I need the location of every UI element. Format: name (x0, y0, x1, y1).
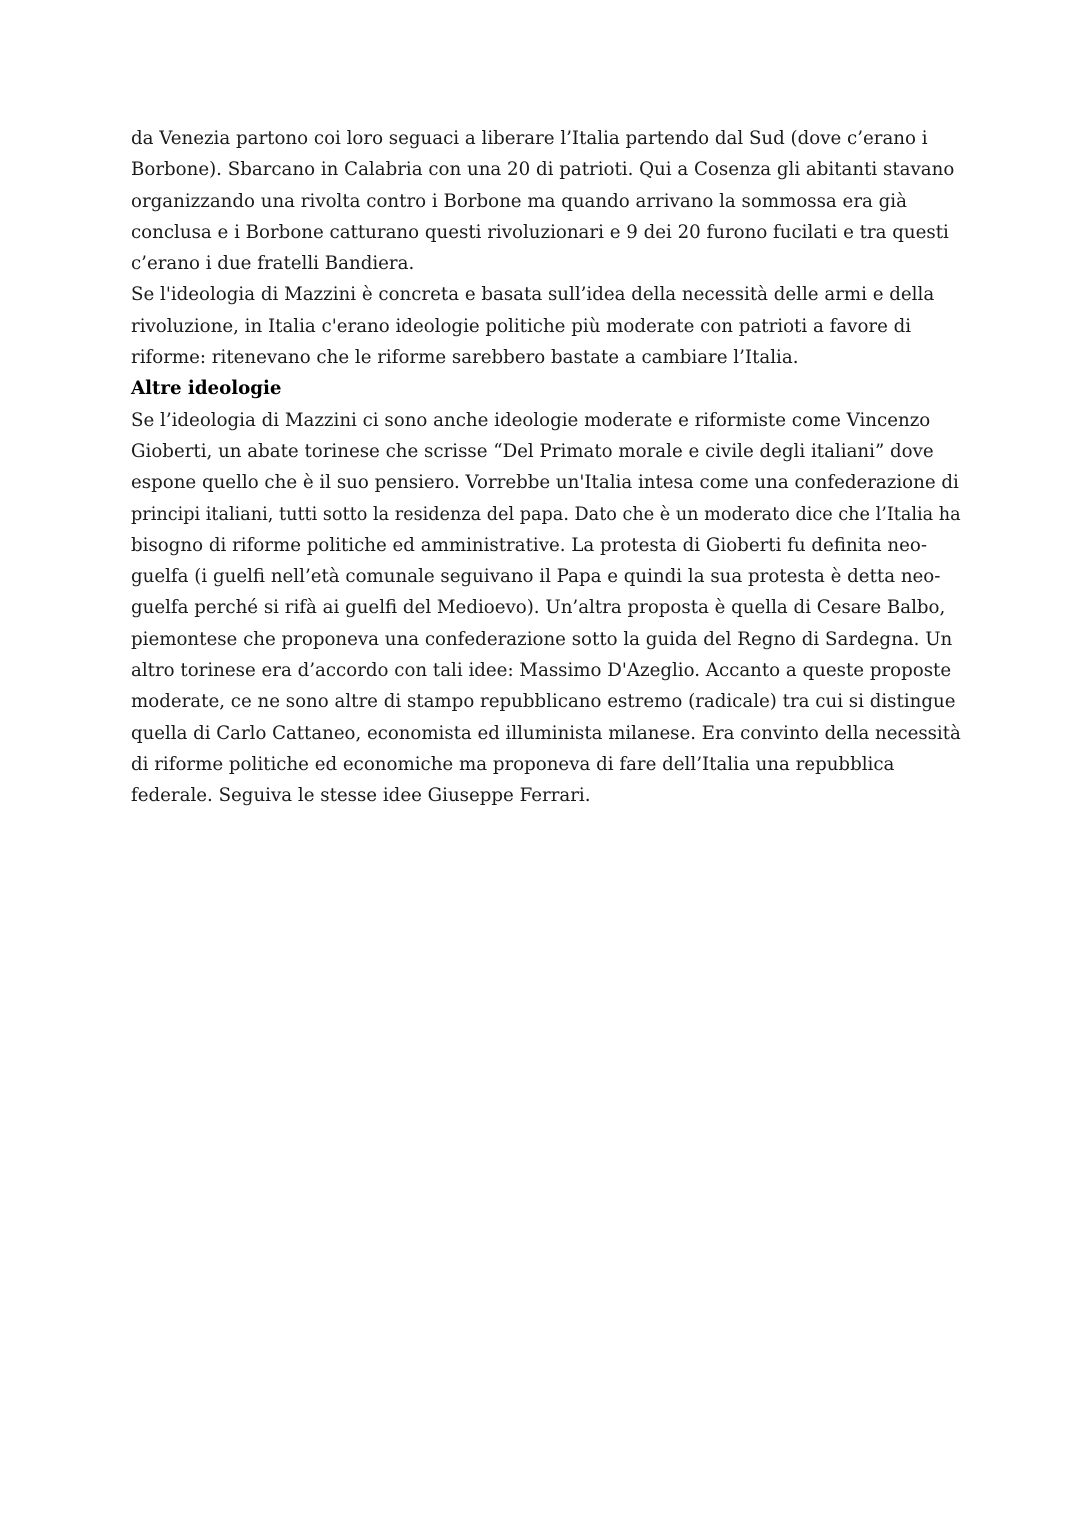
document-body (131, 123, 961, 812)
paragraph-mazzini-ideology (131, 279, 961, 373)
text-line: Se l’ideologia di Mazzini ci sono anche ideologie moderate e riformiste come Vincenzo (131, 409, 931, 431)
text-line: riforme: ritenevano che le riforme sarebbero bastate a cambiare l’Italia. (131, 347, 799, 369)
section-heading: Altre ideologie (131, 378, 282, 400)
text-line: Se l'ideologia di Mazzini è concreta e basata sull’idea della necessità delle armi e della (131, 284, 935, 306)
text-line: guelfa (i guelfi nell’età comunale seguivano il Papa e quindi la sua protesta è detta neo- (131, 566, 941, 588)
text-line: di riforme politiche ed economiche ma proponeva di fare dell’Italia una repubblica (131, 753, 895, 775)
text-line: Gioberti, un abate torinese che scrisse “Del Primato morale e civile degli italiani” dove (131, 440, 934, 462)
paragraph-other-ideologies (131, 405, 961, 812)
text-line: altro torinese era d’accordo con tali idee: Massimo D'Azeglio. Accanto a queste proposte (131, 660, 952, 682)
text-line: conclusa e i Borbone catturano questi rivoluzionari e 9 dei 20 furono fucilati e tra questi (131, 221, 949, 243)
text-line: guelfa perché si rifà ai guelfi del Medioevo). Un’altra proposta è quella di Cesare Balbo, (131, 597, 946, 619)
text-line: espone quello che è il suo pensiero. Vorrebbe un'Italia intesa come una confederazione di (131, 472, 959, 494)
text-line: principi italiani, tutti sotto la residenza del papa. Dato che è un moderato dice che l’Italia ha (131, 503, 961, 525)
text-line: bisogno di riforme politiche ed amministrative. La protesta di Gioberti fu definita neo- (131, 534, 927, 556)
text-line: c’erano i due fratelli Bandiera. (131, 253, 415, 275)
text-line: quella di Carlo Cattaneo, economista ed illuminista milanese. Era convinto della necessità (131, 722, 961, 744)
text-line: moderate, ce ne sono altre di stampo repubblicano estremo (radicale) tra cui si distingue (131, 691, 956, 713)
text-line: federale. Seguiva le stesse idee Giuseppe Ferrari. (131, 785, 591, 807)
paragraph-bandiera-expedition (131, 123, 961, 279)
text-line: piemontese che proponeva una confederazione sotto la guida del Regno di Sardegna. Un (131, 628, 953, 650)
text-line: Borbone). Sbarcano in Calabria con una 20 di patrioti. Qui a Cosenza gli abitanti stavano (131, 159, 955, 181)
text-line: da Venezia partono coi loro seguaci a liberare l’Italia partendo dal Sud (dove c’erano i (131, 128, 928, 149)
text-line: rivoluzione, in Italia c'erano ideologie politiche più moderate con patrioti a favore di (131, 315, 912, 337)
text-line: organizzando una rivolta contro i Borbone ma quando arrivano la sommossa era già (131, 190, 907, 212)
